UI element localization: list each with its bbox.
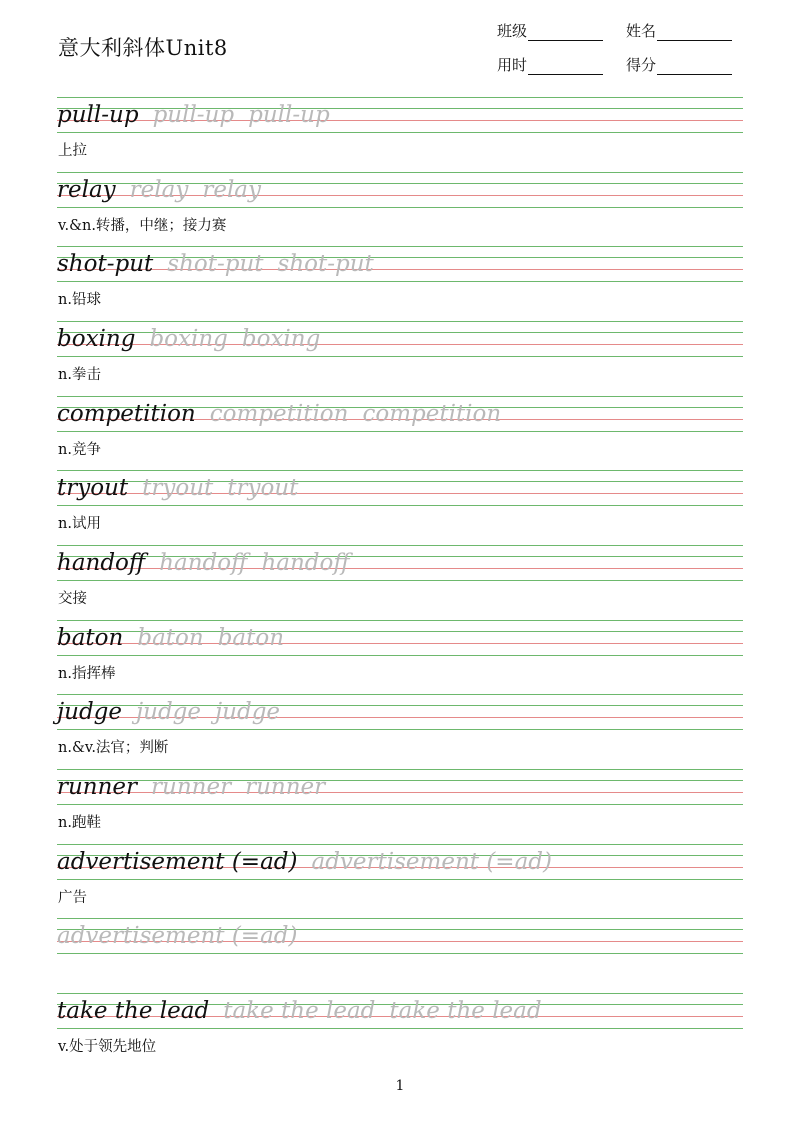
trace-word: handoff (159, 550, 248, 576)
score-blank[interactable] (657, 58, 732, 75)
guide-line (57, 655, 743, 656)
trace-word: shot-put (277, 251, 374, 277)
trace-word: runner (245, 774, 326, 800)
practice-words (57, 621, 284, 655)
trace-word: take the lead (223, 998, 376, 1024)
guide-line (57, 879, 743, 880)
trace-word: tryout (227, 475, 299, 501)
writing-lines (57, 545, 743, 581)
word-meaning: n.指挥棒 (58, 666, 116, 682)
word-meaning: n.&v.法官；判断 (58, 740, 169, 756)
trace-word: baton (217, 625, 285, 651)
word-meaning: 交接 (58, 591, 87, 607)
vocab-word: runner (57, 774, 138, 800)
word-meaning: 广告 (58, 890, 87, 906)
name-blank[interactable] (657, 24, 732, 41)
practice-words (57, 770, 325, 804)
trace-word: tryout (142, 475, 214, 501)
word-meaning: v.&n.转播，中继；接力赛 (58, 218, 227, 234)
word-meaning: n.竞争 (58, 442, 101, 458)
name-label: 姓名 (626, 22, 657, 40)
writing-lines (57, 918, 743, 954)
vocab-word: boxing (57, 326, 136, 352)
vocab-word: handoff (57, 550, 146, 576)
time-blank[interactable] (528, 58, 603, 75)
trace-word: relay (129, 177, 189, 203)
guide-line (57, 580, 743, 581)
vocab-word: tryout (57, 475, 129, 501)
word-meaning: n.试用 (58, 516, 101, 532)
vocab-word: baton (57, 625, 124, 651)
writing-lines (57, 246, 743, 282)
vocab-word: judge (57, 699, 123, 725)
word-meaning: n.拳击 (58, 367, 101, 383)
writing-lines (57, 620, 743, 656)
vocab-word: relay (57, 177, 116, 203)
guide-line (57, 953, 743, 954)
trace-word: baton (137, 625, 204, 651)
class-blank[interactable] (528, 24, 603, 41)
guide-line (57, 356, 743, 357)
writing-lines (57, 396, 743, 432)
vocab-word: shot-put (57, 251, 154, 277)
score-label: 得分 (626, 56, 657, 74)
trace-word: competition (209, 401, 349, 427)
guide-line (57, 207, 743, 208)
writing-lines (57, 844, 743, 880)
guide-line (57, 431, 743, 432)
trace-word: advertisement (=ad) (311, 849, 552, 875)
practice-words (57, 173, 261, 207)
practice-words (57, 919, 298, 953)
guide-line (57, 132, 743, 133)
practice-words (57, 397, 501, 431)
guide-line (57, 1028, 743, 1029)
trace-word: boxing (149, 326, 228, 352)
practice-words (57, 994, 542, 1028)
writing-lines (57, 172, 743, 208)
page-number: 1 (395, 1078, 405, 1094)
vocab-word: advertisement (=ad) (57, 849, 298, 875)
practice-words (57, 845, 552, 879)
trace-word: judge (136, 699, 202, 725)
practice-words (57, 695, 280, 729)
writing-lines (57, 769, 743, 805)
time-field (497, 54, 603, 75)
trace-word: boxing (241, 326, 321, 352)
trace-word: take the lead (389, 998, 542, 1024)
trace-word: relay (202, 177, 262, 203)
practice-words (57, 247, 374, 281)
writing-lines (57, 694, 743, 730)
class-field (497, 20, 603, 41)
word-meaning: v.处于领先地位 (58, 1039, 157, 1055)
writing-lines (57, 321, 743, 357)
guide-line (57, 804, 743, 805)
class-label: 班级 (497, 22, 528, 40)
score-field (626, 54, 732, 75)
practice-words (57, 471, 298, 505)
vocab-word: pull-up (57, 102, 139, 128)
trace-word: shot-put (167, 251, 264, 277)
trace-word: pull-up (152, 102, 235, 128)
practice-words (57, 98, 330, 132)
writing-lines (57, 97, 743, 133)
guide-line (57, 505, 743, 506)
guide-line (57, 729, 743, 730)
vocab-word: take the lead (57, 998, 210, 1024)
trace-word: pull-up (248, 102, 330, 128)
word-meaning: n.跑鞋 (58, 815, 101, 831)
practice-words (57, 322, 320, 356)
trace-word: advertisement (=ad) (57, 923, 298, 949)
trace-word: judge (215, 699, 281, 725)
practice-words (57, 546, 350, 580)
trace-word: handoff (261, 550, 350, 576)
trace-word: competition (362, 401, 502, 427)
word-meaning: n.铅球 (58, 292, 101, 308)
word-meaning: 上拉 (58, 143, 87, 159)
worksheet-title: 意大利斜体Unit8 (58, 36, 228, 60)
writing-lines (57, 993, 743, 1029)
name-field (626, 20, 732, 41)
vocab-word: competition (57, 401, 196, 427)
time-label: 用时 (497, 56, 528, 74)
trace-word: runner (151, 774, 232, 800)
writing-lines (57, 470, 743, 506)
guide-line (57, 281, 743, 282)
